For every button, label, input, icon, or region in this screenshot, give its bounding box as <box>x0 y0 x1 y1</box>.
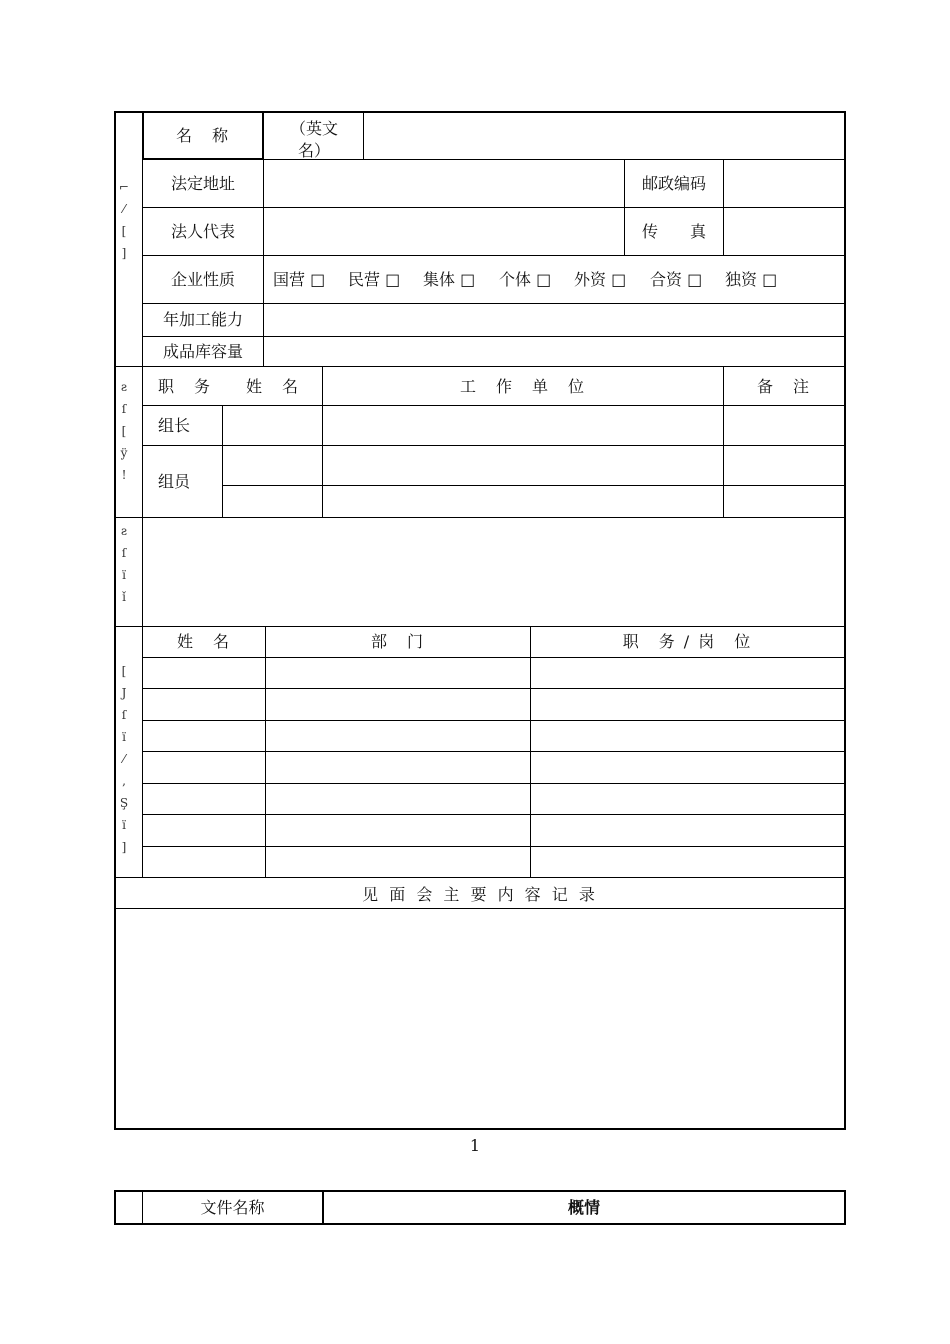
meeting-record-area[interactable] <box>116 910 844 1128</box>
team-header-role: 职 务 <box>158 377 213 396</box>
postal-code-label: 邮政编码 <box>641 174 706 193</box>
side-label-company: ⌐ ⁄ [ ] <box>118 180 130 260</box>
row-line <box>142 657 846 658</box>
side-label-attendees: [ J ſ ï ⁄ , Ş ï ] <box>119 664 129 854</box>
row-line <box>142 783 846 784</box>
team-role-members: 组员 <box>158 472 191 491</box>
meeting-record-title: 见 面 会 主 要 内 容 记 录 <box>362 885 598 904</box>
warehouse-input[interactable] <box>265 338 843 365</box>
team-header-name: 姓 名 <box>245 377 300 396</box>
english-name-label <box>266 118 362 158</box>
row-line <box>142 405 846 406</box>
capacity-input[interactable] <box>265 305 843 335</box>
attendee-header-name: 姓 名 <box>176 632 231 651</box>
postal-label-right <box>723 159 724 255</box>
attendee-header-position: 职 务 / 岗 位 <box>622 632 753 651</box>
nature-label: 企业性质 <box>170 270 235 289</box>
page-number: 1 <box>469 1136 481 1155</box>
row-line <box>142 255 846 256</box>
postal-code-input[interactable] <box>725 161 843 206</box>
section-line <box>114 517 846 518</box>
purpose-input-area[interactable] <box>144 519 843 625</box>
fax-label: 传 真 <box>641 222 706 241</box>
team-role-leader: 组长 <box>158 416 191 435</box>
company-name-input[interactable] <box>365 113 843 158</box>
nature-option-foreign[interactable]: 外资 □ <box>574 270 627 289</box>
row-line <box>142 207 846 208</box>
section-line <box>114 877 846 878</box>
legal-rep-input[interactable] <box>265 209 622 254</box>
leader-name-input[interactable] <box>224 407 321 444</box>
row-line <box>142 688 846 689</box>
leader-remark-input[interactable] <box>725 407 843 444</box>
row-line <box>142 445 846 446</box>
legal-address-label: 法定地址 <box>170 174 235 193</box>
row-line <box>142 846 846 847</box>
file-name-label: 文件名称 <box>200 1198 265 1217</box>
section-line <box>114 366 846 367</box>
legal-rep-label: 法人代表 <box>170 222 235 241</box>
fax-input[interactable] <box>725 209 843 254</box>
warehouse-label: 成品库容量 <box>162 342 243 361</box>
row-line <box>142 720 846 721</box>
row-line <box>142 814 846 815</box>
section-line <box>114 626 846 627</box>
row-line <box>142 336 846 337</box>
file-name-value: 概情 <box>567 1198 600 1217</box>
attendee-header-dept: 部 门 <box>370 632 425 651</box>
nature-option-individual[interactable]: 个体 □ <box>499 270 552 289</box>
nature-option-joint[interactable]: 合资 □ <box>650 270 703 289</box>
side-label-purpose: ƨ ſ ï ǐ <box>120 524 128 604</box>
side-label-team: ƨ ſ [ ÿ ! <box>120 380 128 482</box>
row-line <box>142 303 846 304</box>
team-col-divider <box>222 405 223 517</box>
company-name-label: 名 称 <box>175 126 230 145</box>
nature-option-state[interactable]: 国营 □ <box>273 270 326 289</box>
row-line <box>142 751 846 752</box>
english-name-label-text: （英文名） <box>289 119 338 160</box>
attendee-col-divider <box>530 626 531 877</box>
team-header-unit: 工 作 单 位 <box>459 377 586 396</box>
row-line <box>222 485 846 486</box>
attendee-col-divider <box>265 626 266 877</box>
nature-option-private[interactable]: 民营 □ <box>348 270 401 289</box>
team-header-remark: 备 注 <box>756 377 811 396</box>
english-name-divider <box>363 111 364 159</box>
capacity-label: 年加工能力 <box>162 310 243 329</box>
leader-unit-input[interactable] <box>324 407 722 444</box>
legal-address-input[interactable] <box>265 161 622 206</box>
section-line <box>114 908 846 909</box>
nature-option-sole[interactable]: 独资 □ <box>725 270 778 289</box>
nature-option-collective[interactable]: 集体 □ <box>423 270 476 289</box>
